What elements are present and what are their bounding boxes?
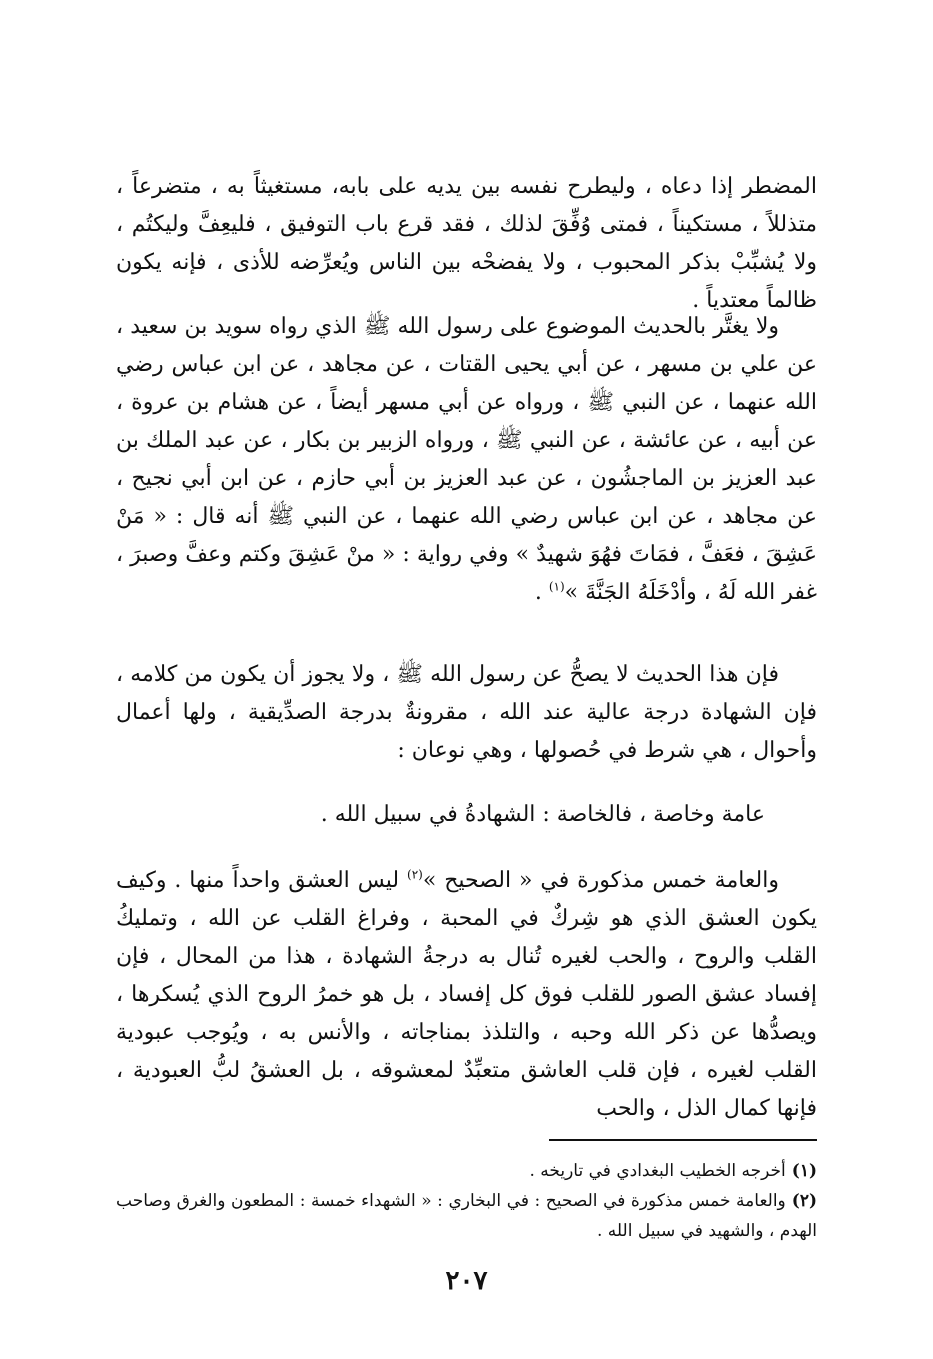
footnote-2 [116, 1186, 817, 1246]
general-martyrdom-start: والعامة خمس مذكورة في « الصحيح » [422, 868, 779, 893]
paragraph-general-martyrdom [116, 862, 817, 1128]
footnote-ref-2: (٢) [407, 867, 423, 882]
hadith-chain-end: . [534, 580, 549, 605]
paragraph-martyrdom-types: عامة وخاصة ، فالخاصة : الشهادةُ في سبيل الله . [320, 802, 765, 827]
footnote-text: أخرجه الخطيب البغدادي في تاريخه . [529, 1161, 786, 1181]
footnote-divider [549, 1139, 817, 1141]
hadith-chain-text: ولا يغتَّر بالحديث الموضوع على رسول الله ﷺ الذي رواه سويد بن سعيد ، عن علي بن مسهر ، عن أبي يحيى القتات ، عن مجاهد ، عن ابن عباس رضي الله عنهما ، عن النبي ﷺ ، ورواه عن أبي مسهر أيضاً ، عن هشام بن عروة ، عن أبيه ، عن عائشة ، عن النبي ﷺ ، ورواه الزبير بن بكار ، عن عبد الملك بن عبد العزيز بن الماجشُون ، عن عبد العزيز بن أبي حازم ، عن ابن أبي نجيح ، عن مجاهد ، عن ابن عباس رضي الله عنهما ، عن النبي ﷺ أنه قال : « مَنْ عَشِقَ ، فعَفَّ ، فمَاتَ فهُوَ شهيدٌ » وفي رواية : « منْ عَشِقَ وكتم وعفَّ وصبرَ ، غفر الله لَهُ ، وأدْخَلَهُ الجَنَّةَ » [116, 314, 817, 605]
footnote-number: (٢) [791, 1191, 817, 1211]
paragraph-hadith-chain [116, 308, 817, 612]
paragraph-hadith-critique: فإن هذا الحديث لا يصحُّ عن رسول الله ﷺ ، ولا يجوز أن يكون من كلامه ، فإن الشهادة درجة عالية عند الله ، مقرونةٌ بدرجة الصدِّيقية ، ولها أعمال وأحوال ، هي شرط في حُصولها ، وهي نوعان : [116, 662, 817, 763]
footnote-ref-1: (١) [548, 579, 565, 594]
footnotes [116, 1156, 817, 1246]
page-number: ٢٠٧ [445, 1266, 488, 1296]
general-martyrdom-rest: ليس العشق واحداً منها . وكيف يكون العشق الذي هو شِركٌ في المحبة ، وفراغ القلب عن الله ، وتمليكُ القلب والروح ، والحب لغيره تُنال به درجةُ الشهادة ، هذا من المحال ، فإن إفساد عشق الصور للقلب فوق كل إفساد ، بل هو خمرُ الروح الذي يُسكرها ، ويصدُّها عن ذكر الله وحبه ، والتلذذ بمناجاته ، والأنس به ، ويُوجب عبودية القلب لغيره ، فإن قلب العاشق متعبِّدٌ لمعشوقه ، بل العشقُ لبُّ العبودية ، فإنها كمال الذل ، والحب [116, 868, 817, 1121]
paragraph-continuation: المضطر إذا دعاه ، وليطرح نفسه بين يديه على بابه، مستغيثاً به ، متضرعاً ، متذللاً ، مستكيناً ، فمتى وُفِّقَ لذلك ، فقد قرع باب التوفيق ، فليعِفَّ وليكتُم ، ولا يُشبِّبْ بذكر المحبوب ، ولا يفضحْه بين الناس ويُعرِّضه للأذى ، فإنه يكون ظالماً معتدياً . [116, 174, 817, 313]
footnote-text: والعامة خمس مذكورة في الصحيح : في البخاري : « الشهداء خمسة : المطعون والغرق وصاحب الهدم ، والشهيد في سبيل الله . [116, 1191, 817, 1241]
footnote-number: (١) [791, 1161, 817, 1181]
footnote-1 [116, 1156, 817, 1186]
